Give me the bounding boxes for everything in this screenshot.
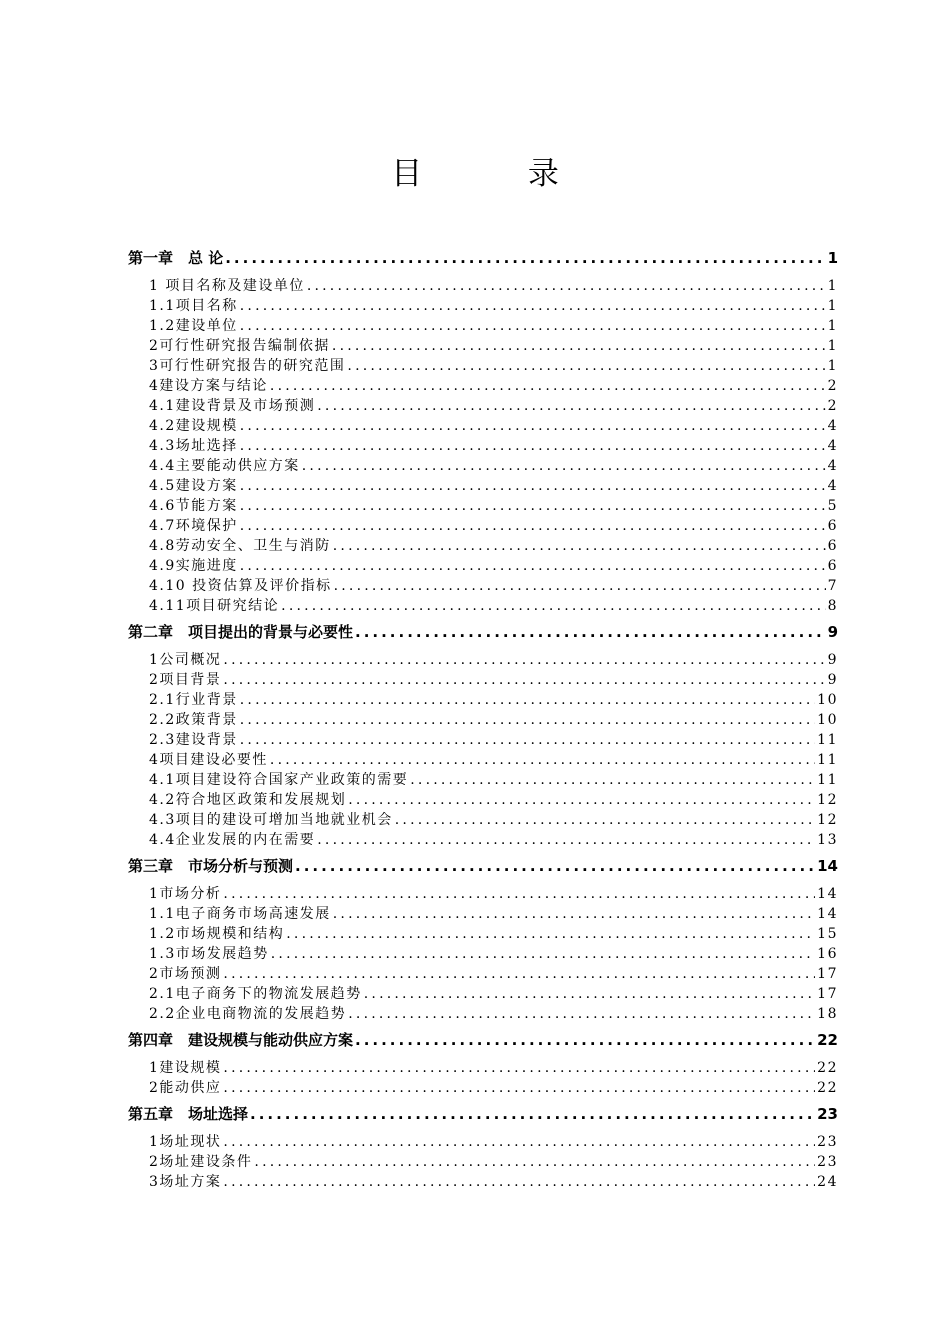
- entry-page-number: 22: [817, 1060, 838, 1076]
- toc-chapter-group: [128, 1028, 838, 1098]
- dot-leader: [250, 1102, 815, 1126]
- entry-title: 1.3市场发展趋势: [149, 946, 269, 962]
- entry-title: 1.1项目名称: [149, 298, 238, 314]
- entry-page-number: 23: [817, 1154, 838, 1170]
- entry-title: 3可行性研究报告的研究范围: [149, 358, 346, 374]
- toc-chapter-heading[interactable]: [128, 246, 838, 270]
- entry-title: 2项目背景: [149, 672, 222, 688]
- entry-title: 4.8劳动安全、卫生与消防: [149, 538, 331, 554]
- entry-page-number: 22: [817, 1080, 838, 1096]
- toc-entry[interactable]: [128, 924, 838, 944]
- entry-title: 2.1电子商务下的物流发展趋势: [149, 986, 362, 1002]
- dot-leader: [333, 536, 826, 556]
- toc-entry[interactable]: [128, 1004, 838, 1024]
- toc-entry[interactable]: [128, 690, 838, 710]
- chapter-title: 第五章 场址选择: [128, 1105, 249, 1123]
- toc-entry[interactable]: [128, 790, 838, 810]
- entry-title: 4.6节能方案: [149, 498, 238, 514]
- entry-page-number: 10: [817, 692, 838, 708]
- dot-leader: [395, 810, 815, 830]
- toc-entry[interactable]: [128, 456, 838, 476]
- entry-page-number: 1: [827, 338, 838, 354]
- entry-title: 1 项目名称及建设单位: [149, 278, 305, 294]
- dot-leader: [355, 620, 826, 644]
- toc-entry[interactable]: [128, 1132, 838, 1152]
- entry-page-number: 7: [827, 578, 838, 594]
- toc-entry[interactable]: [128, 730, 838, 750]
- entry-page-number: 5: [827, 498, 838, 514]
- dot-leader: [240, 516, 826, 536]
- dot-leader: [240, 436, 826, 456]
- entry-page-number: 11: [817, 732, 838, 748]
- entry-title: 4.4企业发展的内在需要: [149, 832, 316, 848]
- dot-leader: [347, 356, 825, 376]
- entry-page-number: 17: [817, 986, 838, 1002]
- entry-page-number: 13: [817, 832, 838, 848]
- toc-entry[interactable]: [128, 670, 838, 690]
- toc-entry[interactable]: [128, 710, 838, 730]
- entry-page-number: 11: [817, 772, 838, 788]
- entry-page-number: 15: [817, 926, 838, 942]
- dot-leader: [240, 556, 826, 576]
- entry-page-number: 16: [817, 946, 838, 962]
- dot-leader: [223, 964, 815, 984]
- entry-page-number: 4: [827, 418, 838, 434]
- toc-entry[interactable]: [128, 336, 838, 356]
- entry-page-number: 1: [827, 358, 838, 374]
- toc-entry[interactable]: [128, 1172, 838, 1192]
- entry-page-number: 24: [817, 1174, 838, 1190]
- toc-entry[interactable]: [128, 356, 838, 376]
- dot-leader: [302, 456, 826, 476]
- chapter-title: 第四章 建设规模与能动供应方案: [128, 1031, 354, 1049]
- toc-entry[interactable]: [128, 556, 838, 576]
- toc-chapter-heading[interactable]: [128, 1028, 838, 1052]
- dot-leader: [295, 854, 815, 878]
- toc-entry[interactable]: [128, 984, 838, 1004]
- entry-title: 4.10 投资估算及评价指标: [149, 578, 332, 594]
- entry-title: 1公司概况: [149, 652, 222, 668]
- entry-page-number: 2: [827, 398, 838, 414]
- dot-leader: [317, 830, 815, 850]
- entry-page-number: 6: [827, 518, 838, 534]
- toc-chapter-group: [128, 246, 838, 616]
- chapter-page-number: 23: [817, 1105, 838, 1123]
- toc-chapter-heading[interactable]: [128, 1102, 838, 1126]
- dot-leader: [270, 750, 815, 770]
- toc-entry[interactable]: [128, 476, 838, 496]
- entry-page-number: 14: [817, 906, 838, 922]
- entry-title: 4.4主要能动供应方案: [149, 458, 300, 474]
- toc-entry[interactable]: [128, 964, 838, 984]
- entry-title: 4.1建设背景及市场预测: [149, 398, 316, 414]
- dot-leader: [240, 690, 815, 710]
- dot-leader: [240, 730, 815, 750]
- chapter-page-number: 22: [817, 1031, 838, 1049]
- toc-entry[interactable]: [128, 1078, 838, 1098]
- entry-page-number: 1: [827, 298, 838, 314]
- toc-chapter-group: [128, 620, 838, 850]
- toc-entry[interactable]: [128, 436, 838, 456]
- chapter-title: 第二章 项目提出的背景与必要性: [128, 623, 354, 641]
- entry-title: 1市场分析: [149, 886, 222, 902]
- dot-leader: [355, 1028, 815, 1052]
- toc-entry[interactable]: [128, 376, 838, 396]
- dot-leader: [348, 790, 815, 810]
- entry-title: 4项目建设必要性: [149, 752, 268, 768]
- entry-page-number: 12: [817, 812, 838, 828]
- toc-entry[interactable]: [128, 396, 838, 416]
- entry-title: 2.3建设背景: [149, 732, 238, 748]
- entry-page-number: 6: [827, 538, 838, 554]
- toc-entry[interactable]: [128, 276, 838, 296]
- toc-entry[interactable]: [128, 296, 838, 316]
- dot-leader: [286, 924, 815, 944]
- toc-entry[interactable]: [128, 810, 838, 830]
- entry-title: 2.1行业背景: [149, 692, 238, 708]
- dot-leader: [223, 1078, 815, 1098]
- toc-entry[interactable]: [128, 496, 838, 516]
- dot-leader: [225, 246, 825, 270]
- dot-leader: [223, 1132, 815, 1152]
- dot-leader: [348, 1004, 815, 1024]
- entry-page-number: 12: [817, 792, 838, 808]
- entry-page-number: 9: [827, 652, 838, 668]
- dot-leader: [223, 670, 825, 690]
- chapter-title: 第三章 市场分析与预测: [128, 857, 294, 875]
- dot-leader: [307, 276, 826, 296]
- dot-leader: [240, 416, 826, 436]
- dot-leader: [240, 476, 826, 496]
- toc-entry[interactable]: [128, 316, 838, 336]
- entry-page-number: 9: [827, 672, 838, 688]
- entry-page-number: 1: [827, 278, 838, 294]
- dot-leader: [281, 596, 825, 616]
- toc-entry[interactable]: [128, 770, 838, 790]
- toc-entry[interactable]: [128, 596, 838, 616]
- entry-title: 4.2建设规模: [149, 418, 238, 434]
- entry-title: 1.2市场规模和结构: [149, 926, 285, 942]
- table-of-contents: [128, 246, 838, 1196]
- entry-page-number: 6: [827, 558, 838, 574]
- toc-entry[interactable]: [128, 650, 838, 670]
- entry-title: 4.5建设方案: [149, 478, 238, 494]
- dot-leader: [240, 316, 826, 336]
- entry-page-number: 14: [817, 886, 838, 902]
- dot-leader: [364, 984, 815, 1004]
- entry-title: 4.7环境保护: [149, 518, 238, 534]
- dot-leader: [240, 710, 815, 730]
- chapter-title: 第一章 总 论: [128, 249, 224, 267]
- toc-entry[interactable]: [128, 750, 838, 770]
- entry-page-number: 11: [817, 752, 838, 768]
- toc-entry[interactable]: [128, 576, 838, 596]
- entry-title: 1.1电子商务市场高速发展: [149, 906, 331, 922]
- entry-page-number: 17: [817, 966, 838, 982]
- entry-title: 3场址方案: [149, 1174, 222, 1190]
- dot-leader: [254, 1152, 815, 1172]
- dot-leader: [270, 376, 826, 396]
- dot-leader: [333, 904, 815, 924]
- entry-title: 4建设方案与结论: [149, 378, 268, 394]
- dot-leader: [223, 1172, 815, 1192]
- toc-entry[interactable]: [128, 416, 838, 436]
- toc-entry[interactable]: [128, 536, 838, 556]
- chapter-page-number: 1: [827, 249, 838, 267]
- entry-title: 2市场预测: [149, 966, 222, 982]
- dot-leader: [240, 296, 826, 316]
- entry-page-number: 18: [817, 1006, 838, 1022]
- toc-entry[interactable]: [128, 516, 838, 536]
- entry-page-number: 4: [827, 458, 838, 474]
- toc-entry[interactable]: [128, 884, 838, 904]
- toc-chapter-heading[interactable]: [128, 620, 838, 644]
- entry-title: 2能动供应: [149, 1080, 222, 1096]
- chapter-page-number: 14: [817, 857, 838, 875]
- dot-leader: [223, 884, 815, 904]
- entry-page-number: 1: [827, 318, 838, 334]
- entry-title: 1场址现状: [149, 1134, 222, 1150]
- entry-page-number: 2: [827, 378, 838, 394]
- toc-chapter-group: [128, 1102, 838, 1192]
- entry-page-number: 23: [817, 1134, 838, 1150]
- dot-leader: [223, 650, 825, 670]
- entry-page-number: 4: [827, 438, 838, 454]
- dot-leader: [317, 396, 825, 416]
- dot-leader: [334, 576, 826, 596]
- toc-entry[interactable]: [128, 904, 838, 924]
- toc-entry[interactable]: [128, 944, 838, 964]
- toc-chapter-heading[interactable]: [128, 854, 838, 878]
- dot-leader: [223, 1058, 815, 1078]
- dot-leader: [332, 336, 826, 356]
- toc-chapter-group: [128, 854, 838, 1024]
- toc-entry[interactable]: [128, 1152, 838, 1172]
- entry-title: 1建设规模: [149, 1060, 222, 1076]
- entry-title: 2可行性研究报告编制依据: [149, 338, 330, 354]
- entry-title: 4.9实施进度: [149, 558, 238, 574]
- entry-page-number: 4: [827, 478, 838, 494]
- entry-title: 4.2符合地区政策和发展规划: [149, 792, 347, 808]
- entry-page-number: 10: [817, 712, 838, 728]
- entry-title: 1.2建设单位: [149, 318, 238, 334]
- toc-entry[interactable]: [128, 830, 838, 850]
- toc-entry[interactable]: [128, 1058, 838, 1078]
- chapter-page-number: 9: [827, 623, 838, 641]
- dot-leader: [271, 944, 815, 964]
- dot-leader: [410, 770, 815, 790]
- entry-title: 4.3场址选择: [149, 438, 238, 454]
- entry-page-number: 8: [827, 598, 838, 614]
- entry-title: 4.3项目的建设可增加当地就业机会: [149, 812, 393, 828]
- entry-title: 2.2企业电商物流的发展趋势: [149, 1006, 347, 1022]
- entry-title: 4.11项目研究结论: [149, 598, 280, 614]
- dot-leader: [240, 496, 826, 516]
- entry-title: 2场址建设条件: [149, 1154, 253, 1170]
- page-title: 目 录: [391, 156, 607, 192]
- entry-title: 2.2政策背景: [149, 712, 238, 728]
- entry-title: 4.1项目建设符合国家产业政策的需要: [149, 772, 409, 788]
